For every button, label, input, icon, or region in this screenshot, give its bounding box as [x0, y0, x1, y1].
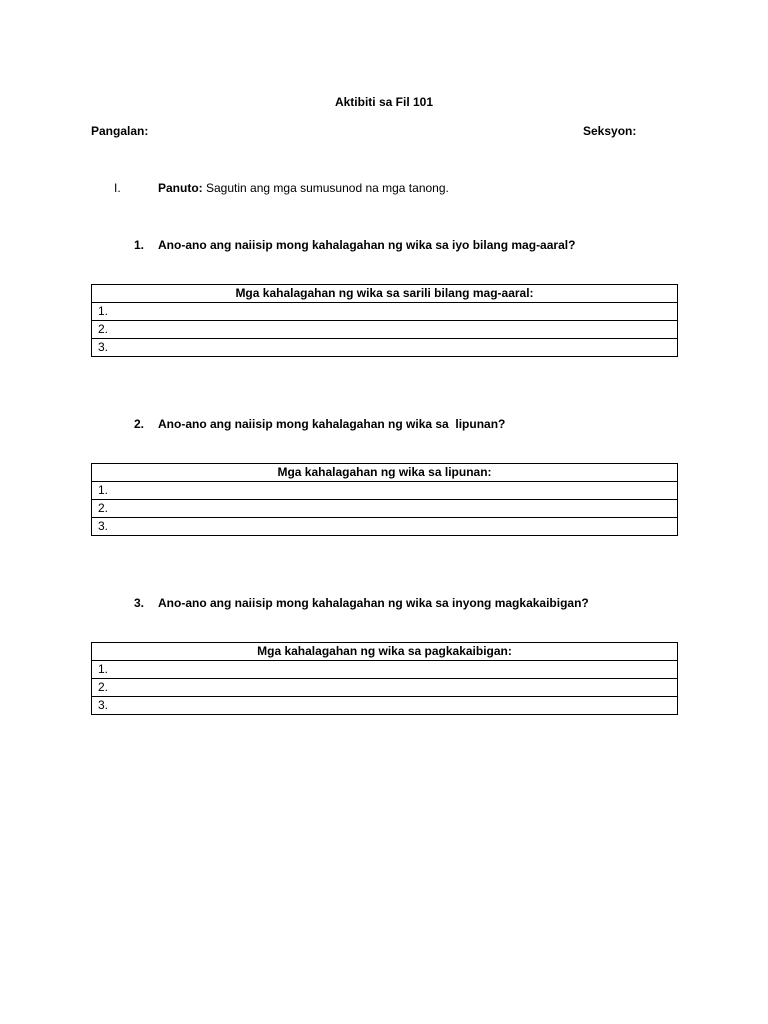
answer-cell-2[interactable]: 2. [92, 500, 678, 518]
instruction [158, 181, 449, 195]
question-number: 3. [134, 596, 145, 610]
table-header: Mga kahalagahan ng wika sa pagkakaibigan: [92, 643, 678, 661]
answer-cell-3[interactable]: 3. [92, 697, 678, 715]
section-label: Seksyon: [583, 124, 637, 138]
table-row [92, 303, 678, 321]
table-header: Mga kahalagahan ng wika sa sarili bilang mag-aaral: [92, 285, 678, 303]
document-title: Aktibiti sa Fil 101 [334, 95, 434, 109]
answer-cell-1[interactable]: 1. [92, 303, 678, 321]
question-number: 2. [134, 417, 145, 431]
question-text: Ano-ano ang naiisip mong kahalagahan ng wika sa iyo bilang mag-aaral? [158, 238, 576, 252]
table-header: Mga kahalagahan ng wika sa lipunan: [92, 464, 678, 482]
table-row [92, 339, 678, 357]
table-row [92, 482, 678, 500]
answer-table-1 [91, 284, 678, 357]
answer-cell-2[interactable]: 2. [92, 679, 678, 697]
table-header-row [92, 464, 678, 482]
answer-cell-1[interactable]: 1. [92, 482, 678, 500]
question-text: Ano-ano ang naiisip mong kahalagahan ng wika sa lipunan? [158, 417, 506, 431]
table-row [92, 321, 678, 339]
answer-cell-1[interactable]: 1. [92, 661, 678, 679]
table-row [92, 500, 678, 518]
table-row [92, 697, 678, 715]
table-row [92, 518, 678, 536]
instruction-label: Panuto: [158, 181, 203, 195]
question-text: Ano-ano ang naiisip mong kahalagahan ng wika sa inyong magkakaibigan? [158, 596, 589, 610]
answer-table-2 [91, 463, 678, 536]
answer-cell-3[interactable]: 3. [92, 518, 678, 536]
part-numeral: I. [114, 181, 121, 195]
answer-cell-3[interactable]: 3. [92, 339, 678, 357]
table-header-row [92, 643, 678, 661]
table-row [92, 661, 678, 679]
answer-cell-2[interactable]: 2. [92, 321, 678, 339]
table-header-row [92, 285, 678, 303]
table-row [92, 679, 678, 697]
name-label: Pangalan: [91, 124, 149, 138]
answer-table-3 [91, 642, 678, 715]
instruction-text: Sagutin ang mga sumusunod na mga tanong. [202, 181, 449, 195]
question-number: 1. [134, 238, 145, 252]
